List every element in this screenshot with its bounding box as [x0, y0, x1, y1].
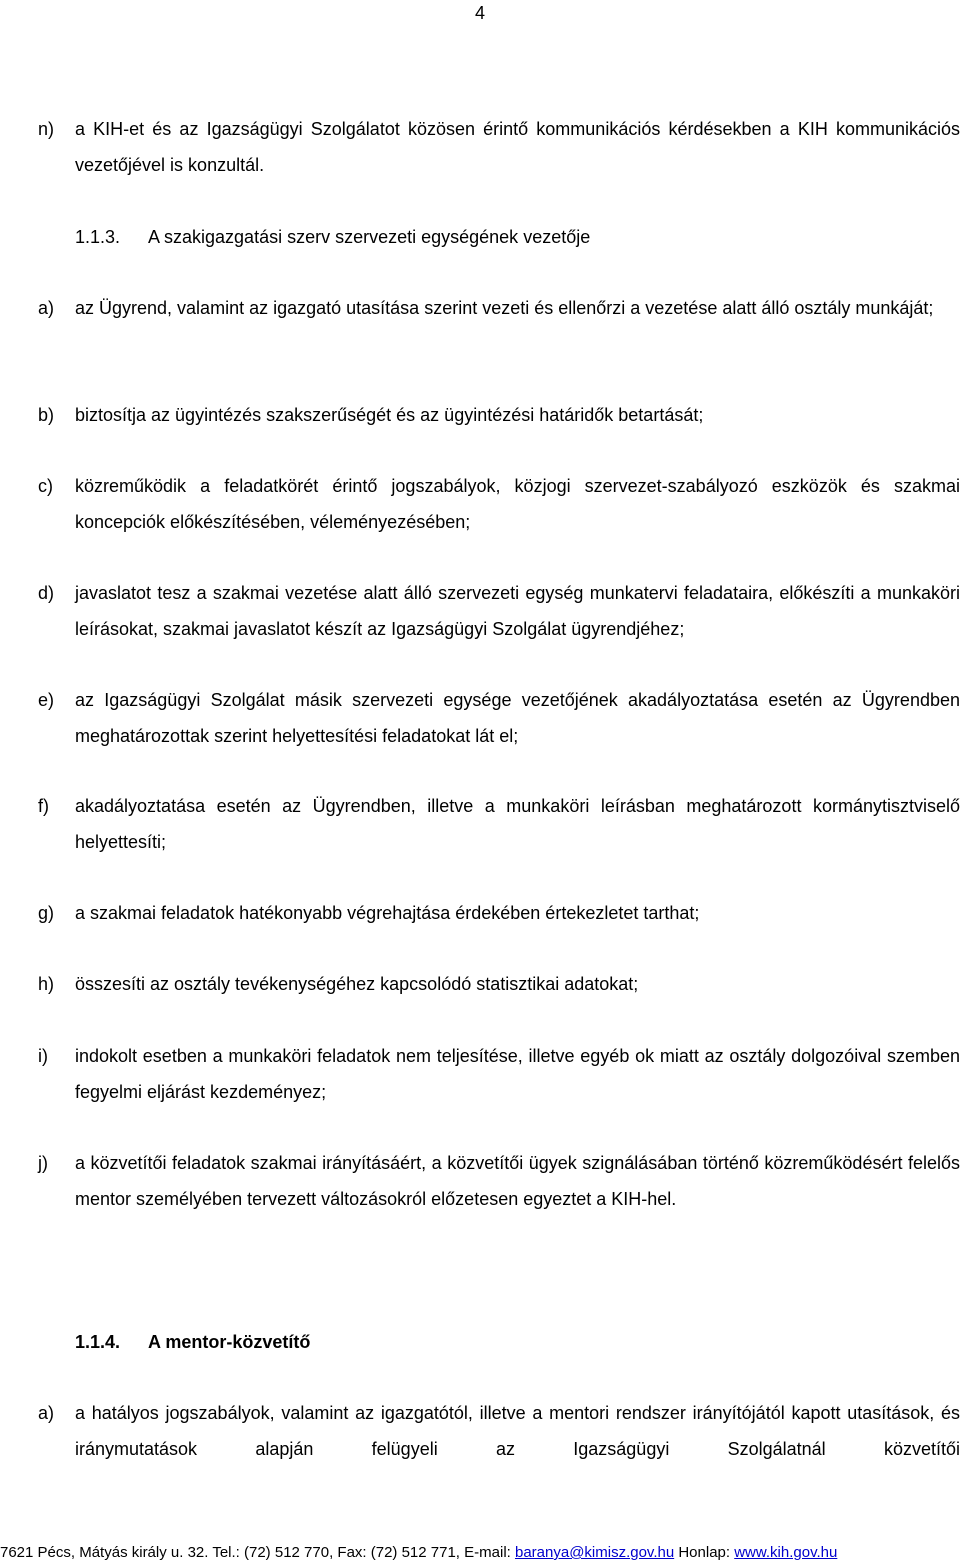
item-text: az Ügyrend, valamint az igazgató utasítása szerint vezeti és ellenőrzi a vezetése alatt álló osztály munkáját; — [75, 298, 934, 318]
page-footer — [0, 1543, 960, 1563]
item-label: a) — [38, 1403, 55, 1423]
item-text: a szakmai feladatok hatékonyabb végrehajtása érdekében értekezletet tarthat; — [75, 903, 700, 923]
footer-address: 7621 Pécs, Mátyás király u. 32. Tel.: (72) 512 770, Fax: (72) 512 771, E-mail: — [0, 1544, 515, 1561]
item-text: biztosítja az ügyintézés szakszerűségét és az ügyintézési határidők betartását; — [75, 405, 704, 425]
list-item — [38, 575, 960, 647]
list-item — [38, 788, 960, 860]
list-item — [38, 682, 960, 754]
item-label: b) — [38, 405, 55, 425]
list-item — [38, 895, 960, 931]
section-title: A szakigazgatási szerv szervezeti egységének vezetője — [148, 227, 591, 247]
list-item — [38, 290, 960, 326]
item-label: e) — [38, 690, 55, 710]
list-item — [38, 1038, 960, 1110]
item-text: a KIH-et és az Igazságügyi Szolgálatot közösen érintő kommunikációs kérdésekben a KIH kommunikációs vezetőjével is konzultál. — [75, 119, 960, 175]
item-text: akadályoztatása esetén az Ügyrendben, illetve a munkaköri leírásban meghatározott kormánytisztviselő helyettesíti; — [75, 796, 960, 852]
item-label: i) — [38, 1046, 48, 1066]
item-text: javaslatot tesz a szakmai vezetése alatt álló szervezeti egység munkatervi feladataira, előkészíti a munkaköri leírásokat, szakmai javaslatot készít az Igazságügyi Szolgálat ügyrendjéhez; — [75, 583, 960, 639]
item-text: közreműködik a feladatkörét érintő jogszabályok, közjogi szervezet-szabályozó eszközök és szakmai koncepciók előkészítésében, véleményezésében; — [75, 476, 960, 532]
item-label: d) — [38, 583, 55, 603]
footer-email-link[interactable]: baranya@kimisz.gov.hu — [514, 1544, 675, 1561]
item-text: az Igazságügyi Szolgálat másik szervezeti egysége vezetőjének akadályoztatása esetén az Ügyrendben meghatározottak szerint helyettesítési feladatokat lát el; — [75, 690, 960, 746]
list-item — [38, 468, 960, 540]
section-heading-113 — [75, 226, 590, 248]
item-text: a hatályos jogszabályok, valamint az igazgatótól, illetve a mentori rendszer irányítójától kapott utasítások, és iránymutatások alapján felügyeli az Igazságügyi Szolgálatnál közvetítői — [75, 1403, 960, 1459]
item-label: a) — [38, 298, 55, 318]
item-text: indokolt esetben a munkaköri feladatok nem teljesítése, illetve egyéb ok miatt az osztály dolgozóival szemben fegyelmi eljárást kezdeményez; — [75, 1046, 960, 1102]
item-label: g) — [38, 903, 55, 923]
item-label: f) — [38, 796, 49, 816]
item-label: n) — [38, 119, 55, 139]
section-number: 1.1.3. — [75, 227, 121, 247]
section-title: A mentor-közvetítő — [148, 1332, 311, 1352]
footer-honlap-label: Honlap: — [674, 1544, 735, 1561]
list-item — [38, 397, 960, 433]
item-text: a közvetítői feladatok szakmai irányításáért, a közvetítői ügyek szignálásában történő közreműködésért felelős mentor személyében tervezett változásokról előzetesen egyeztet a KIH-hel. — [75, 1153, 960, 1209]
item-label: j) — [38, 1153, 48, 1173]
page-number: 4 — [474, 3, 485, 23]
section-number: 1.1.4. — [75, 1332, 121, 1352]
item-label: h) — [38, 974, 55, 994]
item-label: c) — [38, 476, 53, 496]
list-item — [38, 111, 960, 183]
list-item — [38, 1395, 960, 1467]
item-text: összesíti az osztály tevékenységéhez kapcsolódó statisztikai adatokat; — [75, 974, 639, 994]
footer-website-link[interactable]: www.kih.gov.hu — [734, 1544, 838, 1561]
section-heading-114 — [75, 1331, 310, 1353]
list-item — [38, 1145, 960, 1217]
list-item — [38, 966, 960, 1002]
